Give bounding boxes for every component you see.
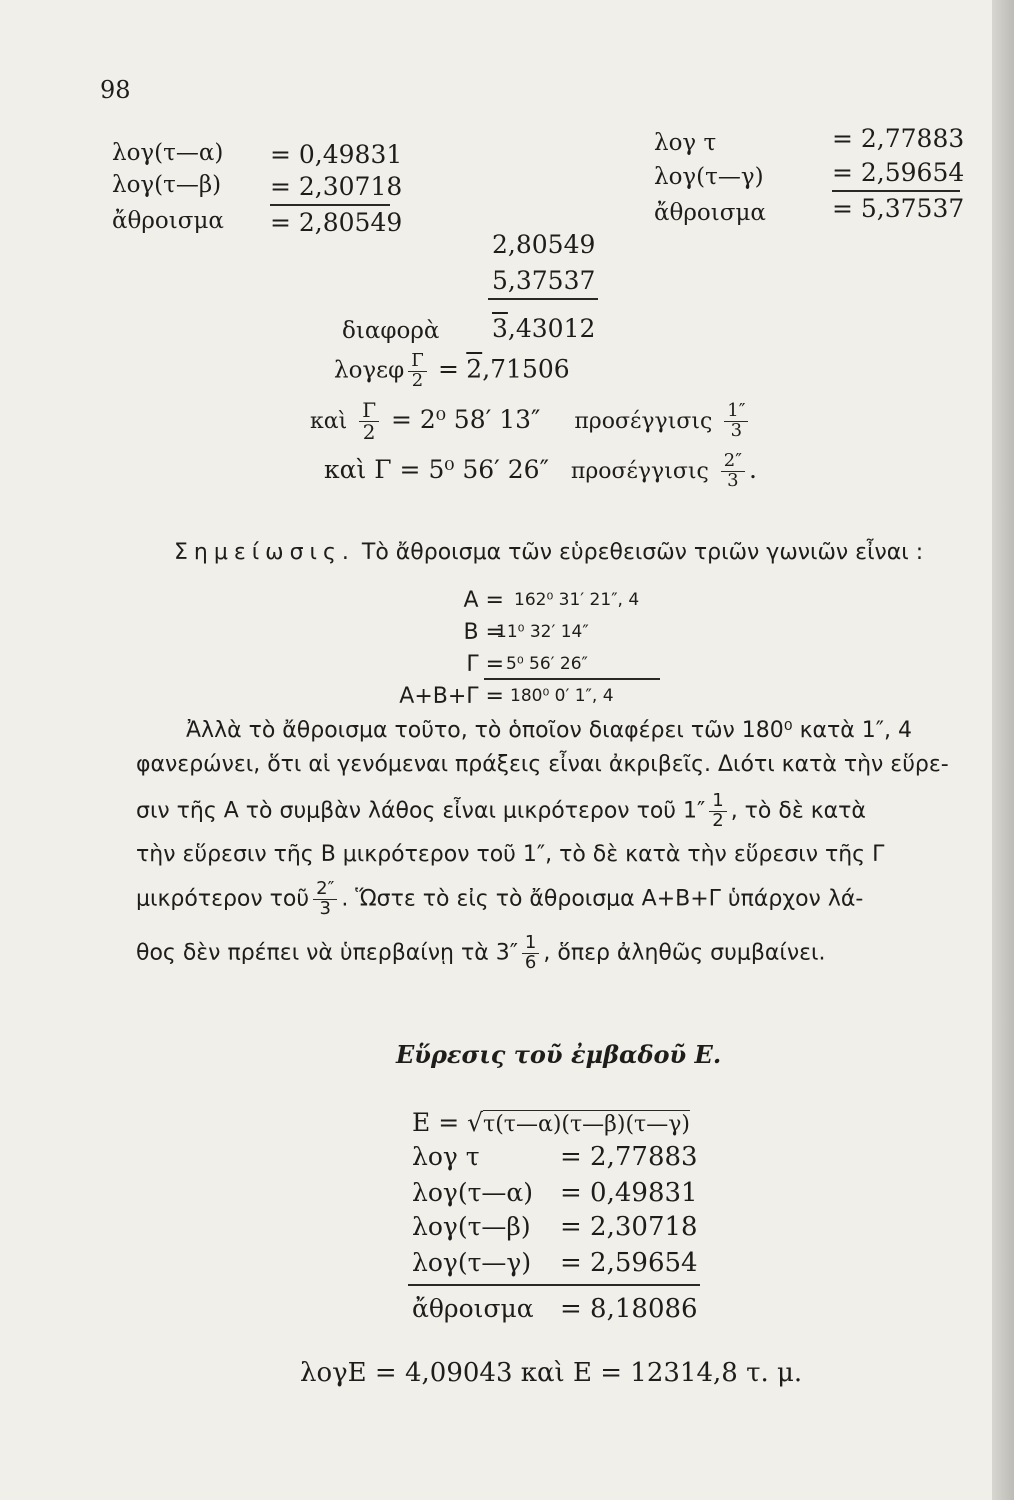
paragraph-line: σιν τῆς Α τὸ συμβὰν λάθος εἶναι μικρότερον τοῦ 1″ $\frac{1}{2}$ , τὸ δὲ κατὰ (136, 790, 866, 831)
log-value: = 2,30718 (560, 1212, 698, 1242)
sum-rule (832, 190, 960, 192)
sum-value: = 8,18086 (560, 1294, 698, 1324)
sum-label: ἄθροισμα (412, 1294, 534, 1323)
sum-label: ἄθροισμα (654, 200, 766, 226)
sum-value: = 5,37537 (832, 194, 965, 223)
log-value: = 2,59654 (832, 158, 965, 187)
sum-rule (270, 204, 390, 206)
fraction: $\frac{1}{6}$ (522, 934, 539, 973)
sum-rule (484, 678, 660, 680)
page-number: 98 (100, 76, 131, 104)
difference-value: 3,43012 (492, 314, 596, 343)
log-label: λογ(τ—α) (112, 140, 224, 166)
paragraph-line: τὴν εὕρεσιν τῆς Β μικρότερον τοῦ 1″, τὸ δὲ κατὰ τὴν εὕρεσιν τῆς Γ (136, 842, 885, 867)
subtraction-top: 2,80549 (492, 230, 596, 259)
log-value: = 2,59654 (560, 1248, 698, 1278)
log-value: = 2,77883 (832, 124, 965, 153)
angle-sum-label: Α+Β+Γ = (399, 684, 504, 709)
fraction: $\frac{1}{2}$ (709, 792, 726, 831)
paragraph-line: φανερώνει, ὅτι αἱ γενόμεναι πράξεις εἶναι ἀκριβεῖς. Διότι κατὰ τὴν εὕρε- (136, 752, 949, 777)
angle-value: 162⁰ 31′ 21″, 4 (514, 590, 640, 610)
log-label: λογ(τ—γ) (412, 1248, 532, 1277)
note-line: Σημείωσις. Τὸ ἄθροισμα τῶν εὑρεθεισῶν τριῶν γωνιῶν εἶναι : (174, 540, 924, 565)
angle-sum-value: 180⁰ 0′ 1″, 4 (510, 686, 614, 706)
page-edge-shadow (992, 0, 1014, 1500)
log-label: λογ(τ—β) (112, 172, 222, 198)
fraction: $\frac{\Gamma}{2}$ (359, 400, 379, 443)
paragraph-line: θος δὲν πρέπει νὰ ὑπερβαίνῃ τὰ 3″ $\frac{1}{6}$ , ὅπερ ἀληθῶς συμβαίνει. (136, 932, 826, 973)
fraction: $\frac{1''}{3}$ (724, 402, 748, 441)
fraction: $\frac{2''}{3}$ (313, 880, 337, 919)
subtraction-bottom: 5,37537 (492, 266, 596, 295)
angle-label: Α = (463, 588, 504, 613)
log-label: λογ(τ—α) (412, 1178, 534, 1207)
log-label: λογ τ (654, 130, 717, 156)
log-value: = 0,49831 (560, 1178, 698, 1208)
sum-value: = 2,80549 (270, 208, 403, 237)
final-result: λογΕ = 4,09043 καὶ Ε = 12314,8 τ. μ. (300, 1358, 803, 1388)
log-value: = 2,77883 (560, 1142, 698, 1172)
angle-gamma-row: καὶ Γ = 5⁰ 56′ 26″ προσέγγισις $\frac{2''}{3}$ . (324, 450, 757, 491)
paragraph-line: μικρότερον τοῦ $\frac{2''}{3}$ . Ὥστε τὸ εἰς τὸ ἄθροισμα Α+Β+Γ ὑπάρχον λά- (136, 878, 864, 919)
half-angle-row: καὶ $\frac{\Gamma}{2}$ = 2⁰ 58′ 13″ προσέγγισις $\frac{1''}{3}$ (310, 400, 752, 443)
difference-label: διαφορὰ (342, 318, 440, 344)
sum-label: ἄθροισμα (112, 208, 224, 234)
angle-label: Γ = (466, 652, 504, 677)
log-value: = 0,49831 (270, 140, 403, 169)
area-formula: Ε = √τ(τ—α)(τ—β)(τ—γ) (412, 1108, 690, 1137)
fraction: $\frac{\Gamma}{2}$ (408, 352, 427, 391)
angle-value: 11⁰ 32′ 14″ (496, 622, 589, 642)
log-label: λογ(τ—β) (412, 1212, 531, 1241)
loget-row: λογεφ $\frac{\Gamma}{2}$ = 2,71506 (334, 350, 570, 391)
angle-value: 5⁰ 56′ 26″ (506, 654, 588, 674)
section-heading: Εὕρεσις τοῦ ἐμβαδοῦ Ε. (396, 1040, 722, 1069)
angle-label: Β = (463, 620, 504, 645)
log-value: = 2,30718 (270, 172, 403, 201)
paragraph-line: Ἀλλὰ τὸ ἄθροισμα τοῦτο, τὸ ὁποῖον διαφέρει τῶν 180⁰ κατὰ 1″, 4 (186, 718, 912, 743)
difference-rule (488, 298, 598, 300)
fraction: $\frac{2''}{3}$ (721, 452, 745, 491)
sum-rule (408, 1284, 700, 1286)
log-label: λογ(τ—γ) (654, 164, 764, 190)
log-label: λογ τ (412, 1142, 480, 1171)
